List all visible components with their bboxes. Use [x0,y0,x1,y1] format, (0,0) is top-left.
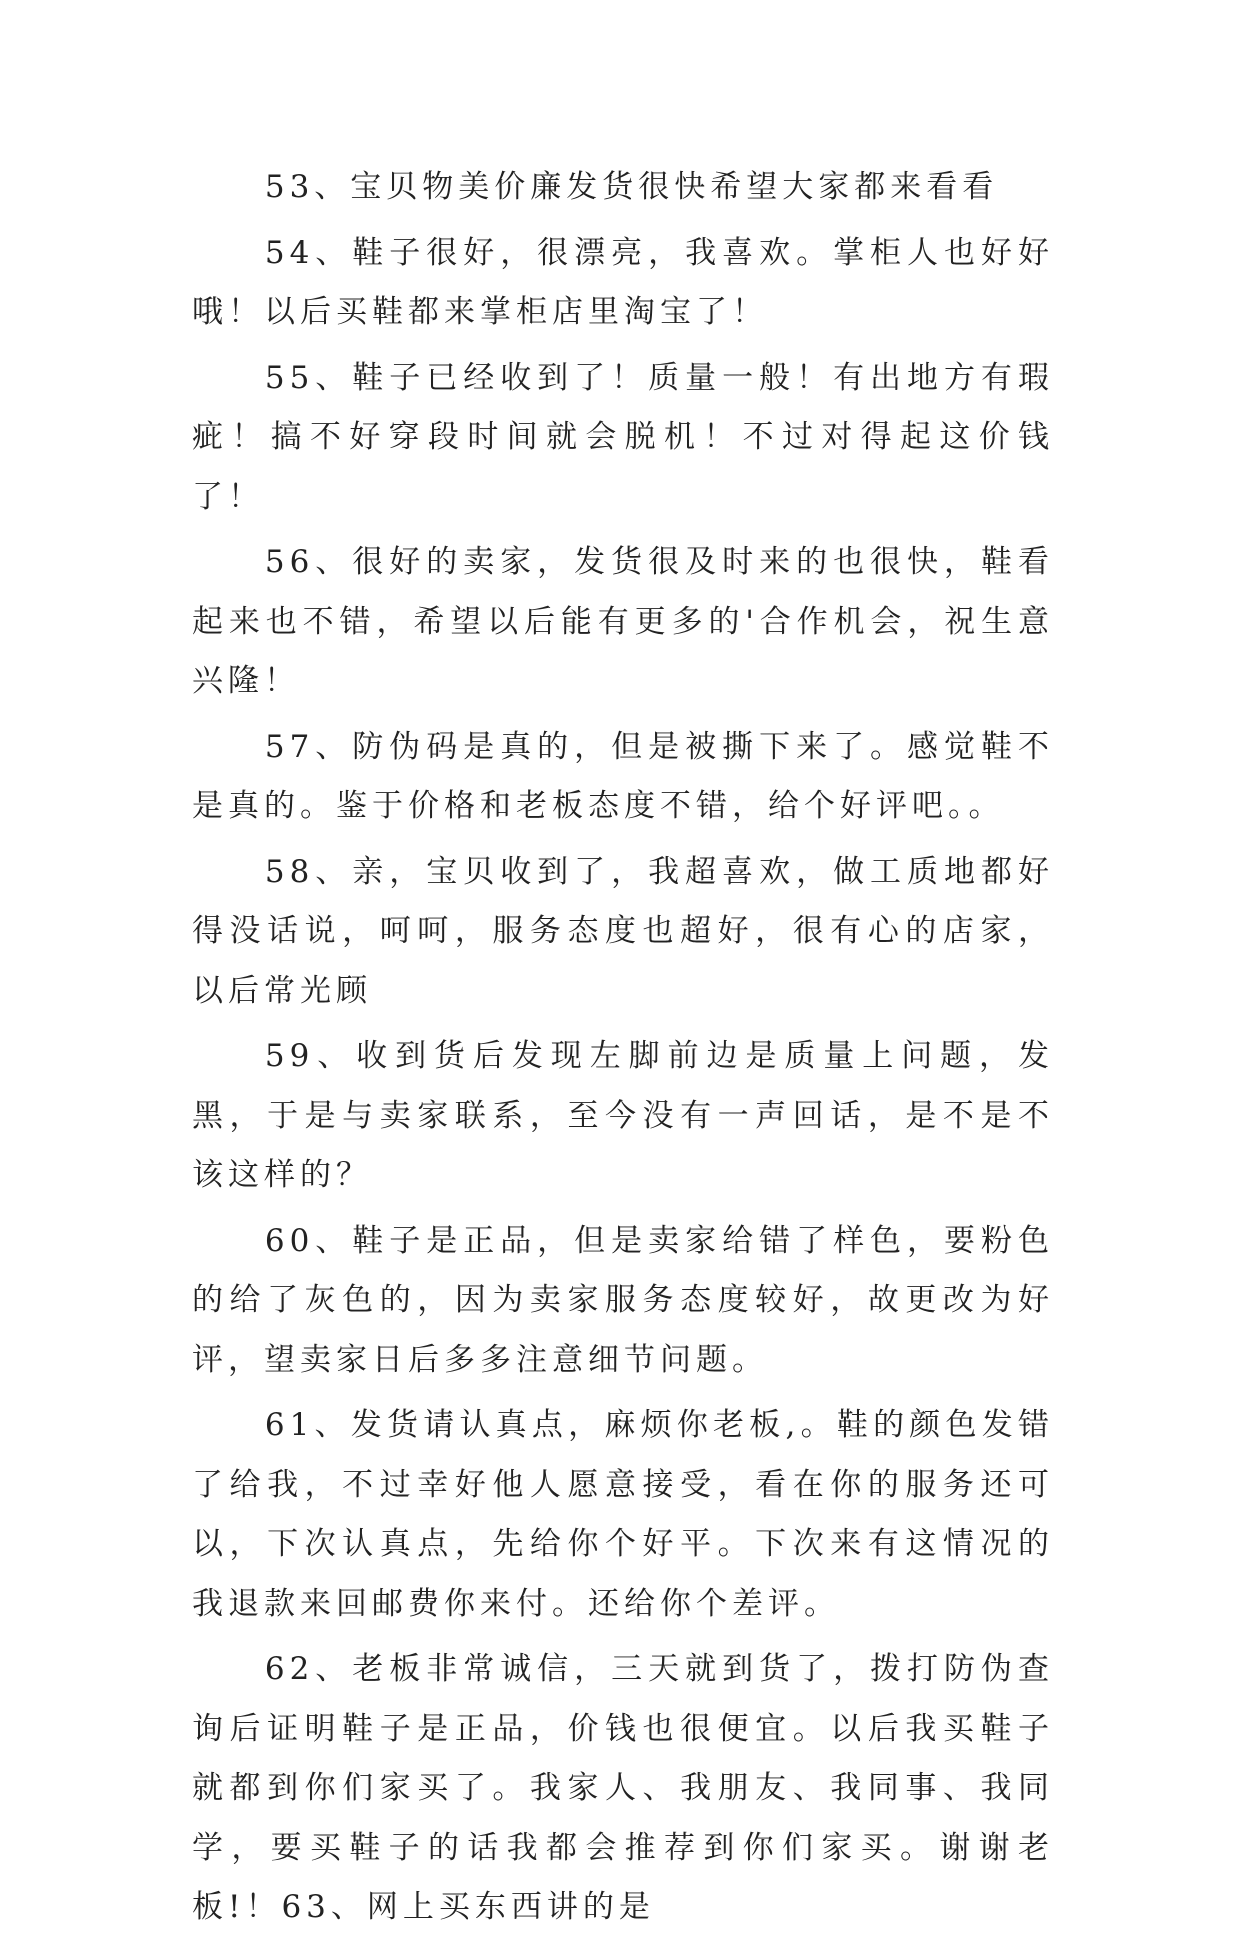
paragraph-56: 56、很好的卖家，发货很及时来的也很快，鞋看起来也不错，希望以后能有更多的'合作机会，祝生意兴隆！ [192,544,1054,699]
paragraph-57: 57、防伪码是真的，但是被撕下来了。感觉鞋不是真的。鉴于价格和老板态度不错，给个好评吧。。 [192,728,1054,824]
paragraph-59: 59、收到货后发现左脚前边是质量上问题，发黑，于是与卖家联系，至今没有一声回话，是不是不该这样的？ [192,1038,1054,1193]
paragraph-55: 55、鞋子已经收到了！质量一般！有出地方有瑕疵！搞不好穿段时间就会脱机！不过对得起这价钱了！ [192,359,1054,515]
paragraph-58: 58、亲，宝贝收到了，我超喜欢，做工质地都好得没话说，呵呵，服务态度也超好，很有心的店家，以后常光顾 [192,853,1054,1009]
paragraph-62: 62、老板非常诚信，三天就到货了，拨打防伪查询后证明鞋子是正品，价钱也很便宜。以后我买鞋子就都到你们家买了。我家人、我朋友、我同事、我同学，要买鞋子的话我都会推荐到你们家买。谢谢老板!！63、网上买东西讲的是 [192,1651,1054,1925]
document-body [192,158,1054,1944]
paragraph-53: 53、宝贝物美价廉发货很快希望大家都来看看 [264,169,999,205]
paragraph-61: 61、发货请认真点，麻烦你老板,。鞋的颜色发错了给我，不过幸好他人愿意接受，看在你的服务还可以，下次认真点，先给你个好平。下次来有这情况的我退款来回邮费你来付。还给你个差评。 [192,1407,1054,1622]
paragraph-60: 60、鞋子是正品，但是卖家给错了样色，要粉色的给了灰色的，因为卖家服务态度较好，故更改为好评，望卖家日后多多注意细节问题。 [192,1222,1054,1378]
paragraph-54: 54、鞋子很好，很漂亮，我喜欢。掌柜人也好好哦！以后买鞋都来掌柜店里淘宝了！ [192,234,1054,330]
